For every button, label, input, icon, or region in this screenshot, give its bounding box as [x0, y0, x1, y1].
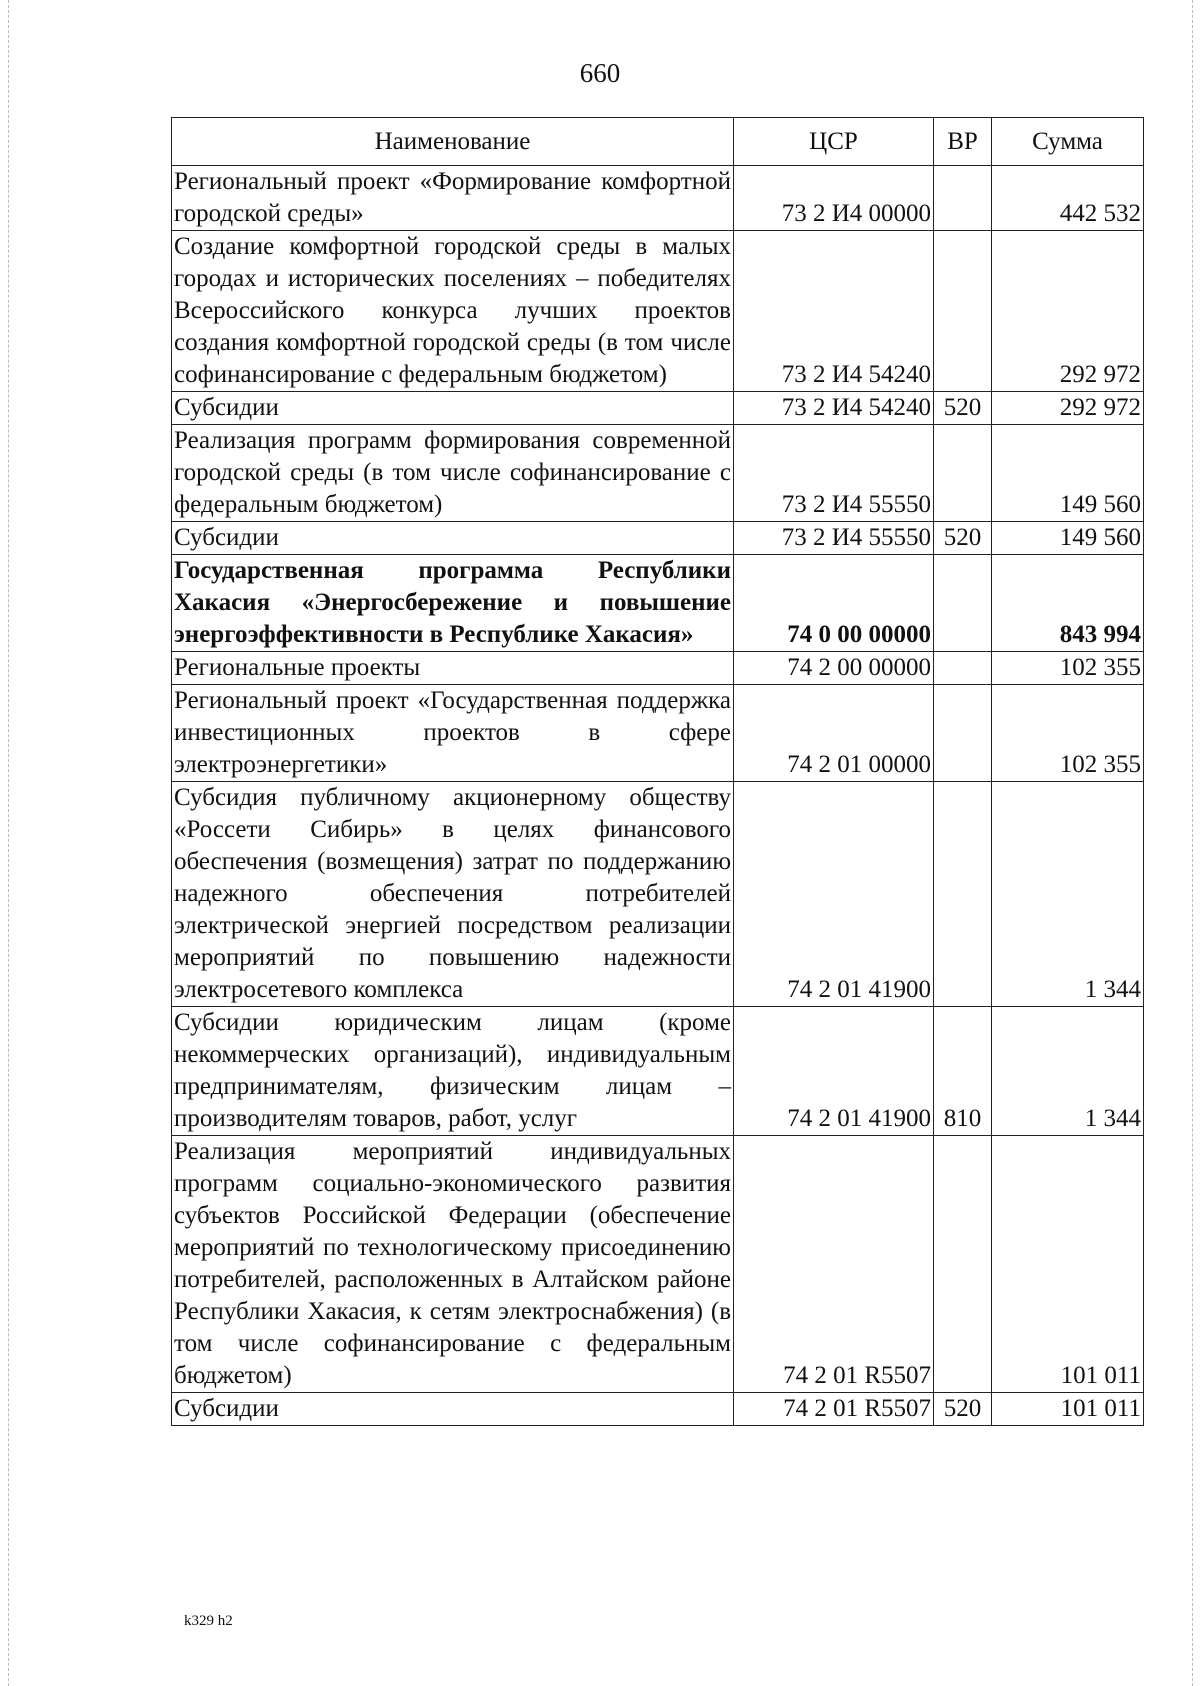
cell-sum: 442 532 [992, 166, 1144, 231]
cell-name: Региональный проект «Формирование комфортной городской среды» [172, 166, 734, 231]
cell-csr: 74 2 01 00000 [734, 685, 934, 782]
page-edge-left [8, 0, 9, 1686]
table-row [172, 1136, 1144, 1393]
cell-name: Создание комфортной городской среды в малых городах и исторических поселениях – победителях Всероссийского конкурса лучших проектов создания комфортной городской среды (в том числе софинансирование с федеральным бюджетом) [172, 231, 734, 392]
cell-csr: 74 2 01 41900 [734, 782, 934, 1007]
cell-name: Субсидия публичному акционерному обществу «Россети Сибирь» в целях финансового обеспечения (возмещения) затрат по поддержанию надежного обеспечения потребителей электрической энергией посредством реализации мероприятий по повышению надежности электросетевого комплекса [172, 782, 734, 1007]
cell-csr: 74 2 01 R5507 [734, 1393, 934, 1426]
cell-vr: 810 [934, 1007, 992, 1136]
cell-csr: 74 2 00 00000 [734, 652, 934, 685]
cell-vr [934, 425, 992, 522]
header-vr: ВР [934, 118, 992, 166]
table-row [172, 555, 1144, 652]
cell-sum: 102 355 [992, 652, 1144, 685]
cell-name: Субсидии [172, 1393, 734, 1426]
table-row [172, 652, 1144, 685]
cell-sum: 292 972 [992, 392, 1144, 425]
cell-name: Субсидии [172, 392, 734, 425]
page-number: 660 [579, 58, 621, 88]
table-row [172, 166, 1144, 231]
cell-csr: 73 2 И4 00000 [734, 166, 934, 231]
cell-csr: 73 2 И4 54240 [734, 392, 934, 425]
cell-name: Региональный проект «Государственная поддержка инвестиционных проектов в сфере электроэнергетики» [172, 685, 734, 782]
cell-sum: 102 355 [992, 685, 1144, 782]
cell-sum: 101 011 [992, 1136, 1144, 1393]
table-row [172, 685, 1144, 782]
cell-sum: 149 560 [992, 425, 1144, 522]
cell-sum: 149 560 [992, 522, 1144, 555]
page-edge-right [1192, 0, 1193, 1686]
table-row [172, 782, 1144, 1007]
cell-vr: 520 [934, 392, 992, 425]
cell-sum: 1 344 [992, 782, 1144, 1007]
cell-vr: 520 [934, 1393, 992, 1426]
cell-name: Региональные проекты [172, 652, 734, 685]
cell-csr: 74 0 00 00000 [734, 555, 934, 652]
table-row [172, 522, 1144, 555]
budget-table [171, 117, 1144, 1426]
cell-vr [934, 555, 992, 652]
cell-sum: 101 011 [992, 1393, 1144, 1426]
cell-name: Субсидии юридическим лицам (кроме некоммерческих организаций), индивидуальным предпринимателям, физическим лицам – производителям товаров, работ, услуг [172, 1007, 734, 1136]
cell-vr [934, 782, 992, 1007]
cell-vr [934, 685, 992, 782]
cell-name: Субсидии [172, 522, 734, 555]
cell-vr [934, 166, 992, 231]
cell-name: Государственная программа Республики Хакасия «Энергосбережение и повышение энергоэффективности в Республике Хакасия» [172, 555, 734, 652]
header-csr: ЦСР [734, 118, 934, 166]
cell-csr: 73 2 И4 54240 [734, 231, 934, 392]
header-sum: Сумма [992, 118, 1144, 166]
cell-name: Реализация программ формирования современной городской среды (в том числе софинансирование с федеральным бюджетом) [172, 425, 734, 522]
table-row [172, 1007, 1144, 1136]
header-name: Наименование [172, 118, 734, 166]
cell-csr: 74 2 01 41900 [734, 1007, 934, 1136]
footer-code: k329 h2 [184, 1613, 233, 1629]
table-row [172, 231, 1144, 392]
table-row [172, 1393, 1144, 1426]
cell-csr: 74 2 01 R5507 [734, 1136, 934, 1393]
cell-sum: 843 994 [992, 555, 1144, 652]
cell-vr: 520 [934, 522, 992, 555]
cell-vr [934, 652, 992, 685]
cell-csr: 73 2 И4 55550 [734, 425, 934, 522]
table-header-row [172, 118, 1144, 166]
cell-sum: 1 344 [992, 1007, 1144, 1136]
cell-sum: 292 972 [992, 231, 1144, 392]
cell-vr [934, 1136, 992, 1393]
table-row [172, 392, 1144, 425]
cell-name: Реализация мероприятий индивидуальных программ социально-экономического развития субъектов Российской Федерации (обеспечение мероприятий по технологическому присоединению потребителей, расположенных в Алтайском районе Республики Хакасия, к сетям электроснабжения) (в том числе софинансирование с федеральным бюджетом) [172, 1136, 734, 1393]
table-row [172, 425, 1144, 522]
cell-vr [934, 231, 992, 392]
cell-csr: 73 2 И4 55550 [734, 522, 934, 555]
